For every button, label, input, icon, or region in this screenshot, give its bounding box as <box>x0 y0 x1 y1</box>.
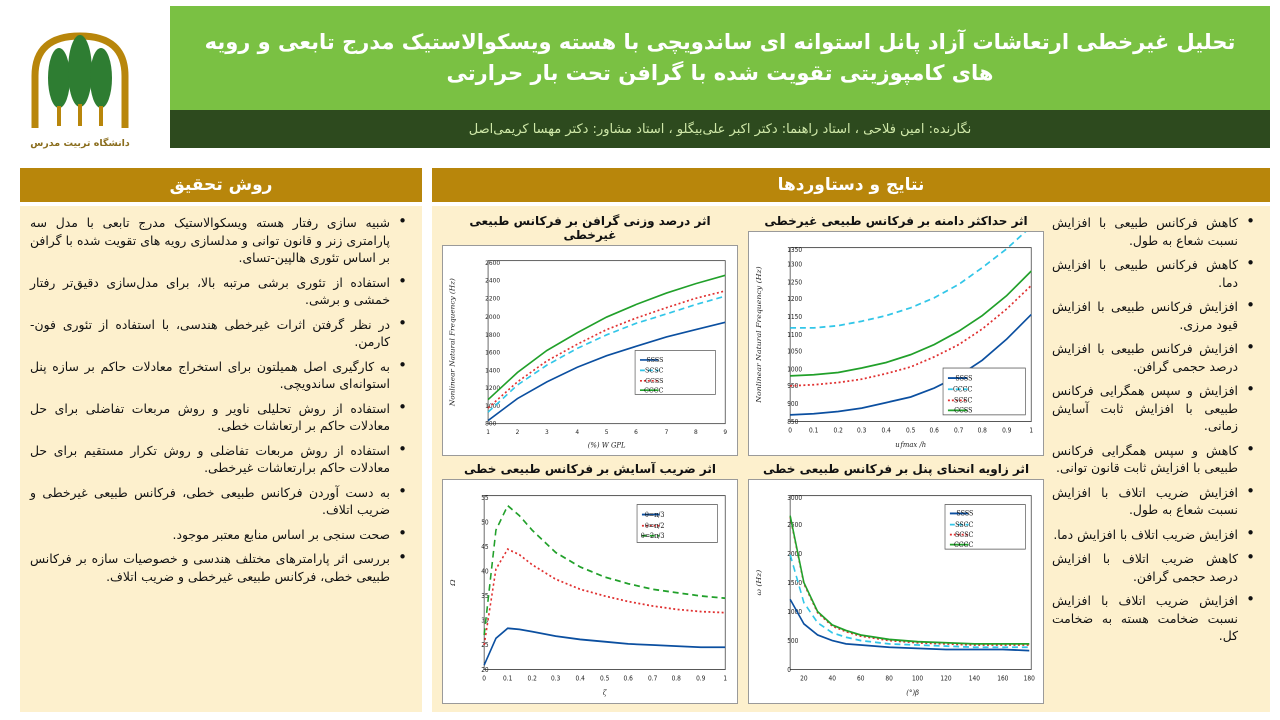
svg-text:θ=π/3: θ=π/3 <box>644 510 665 519</box>
svg-text:2500: 2500 <box>787 521 803 529</box>
svg-text:850: 850 <box>787 418 799 426</box>
svg-text:500: 500 <box>787 637 799 645</box>
svg-text:6: 6 <box>634 428 638 437</box>
svg-text:2200: 2200 <box>485 295 501 303</box>
svg-text:800: 800 <box>485 420 497 428</box>
svg-text:0.5: 0.5 <box>600 675 610 683</box>
svg-text:1300: 1300 <box>787 261 803 269</box>
results-bullet-list <box>1052 214 1260 704</box>
list-item: • کاهش فرکانس طبیعی با افزایش دما. <box>1052 256 1242 291</box>
method-panel <box>20 206 422 712</box>
method-section-title: روش تحقیق <box>20 168 422 202</box>
svg-text:1400: 1400 <box>485 367 501 375</box>
svg-text:1600: 1600 <box>485 349 501 357</box>
chart-title-graphene: اثر درصد وزنی گرافن بر فرکانس طبیعی غیرخطی <box>469 214 711 242</box>
svg-text:950: 950 <box>787 382 799 391</box>
svg-text:1800: 1800 <box>485 331 501 339</box>
results-section-title: نتایج و دستاوردها <box>432 168 1270 202</box>
svg-text:Ω: Ω <box>448 579 457 586</box>
svg-text:0.7: 0.7 <box>954 427 964 435</box>
list-item: • کاهش فرکانس طبیعی با افزایش نسبت شعاع به طول. <box>1052 214 1242 249</box>
svg-text:SCSC: SCSC <box>953 396 973 405</box>
svg-text:45: 45 <box>481 543 489 552</box>
svg-text:ω (Hz): ω (Hz) <box>754 569 763 596</box>
charts-grid <box>442 214 1044 704</box>
svg-text:0.4: 0.4 <box>881 427 891 435</box>
svg-text:0.5: 0.5 <box>906 427 916 435</box>
list-item: • صحت سنجی بر اساس منابع معتبر موجود. <box>30 526 394 544</box>
svg-text:SCSC: SCSC <box>645 366 664 375</box>
svg-text:120: 120 <box>940 675 952 683</box>
svg-text:0.2: 0.2 <box>833 427 843 435</box>
svg-text:1: 1 <box>486 428 490 437</box>
chart-relaxation <box>442 479 738 704</box>
list-item: • کاهش ضریب اتلاف با افزایش درصد حجمی گرافن. <box>1052 550 1242 585</box>
svg-text:0.1: 0.1 <box>809 427 819 435</box>
svg-text:SCSC: SCSC <box>954 530 974 539</box>
svg-text:60: 60 <box>856 675 865 683</box>
poster-body <box>0 160 1280 720</box>
svg-text:1350: 1350 <box>787 246 803 255</box>
svg-text:u fmax /h: u fmax /h <box>895 439 927 450</box>
svg-text:180: 180 <box>1023 675 1035 683</box>
svg-text:0.8: 0.8 <box>977 427 987 435</box>
svg-text:2400: 2400 <box>485 277 501 285</box>
list-item: • افزایش فرکانس طبیعی با افزایش درصد حجمی گرافن. <box>1052 340 1242 375</box>
chart-cell-curvature <box>748 462 1044 704</box>
svg-text:30: 30 <box>481 617 489 625</box>
svg-text:5: 5 <box>604 428 609 437</box>
svg-text:8: 8 <box>693 428 698 437</box>
chart-curvature <box>748 479 1044 704</box>
svg-text:0.3: 0.3 <box>551 675 561 683</box>
svg-text:0.9: 0.9 <box>696 675 706 683</box>
svg-text:SSSS: SSSS <box>646 355 664 365</box>
svg-text:1: 1 <box>1029 427 1034 435</box>
svg-text:1250: 1250 <box>787 279 803 287</box>
svg-text:0.8: 0.8 <box>671 675 681 683</box>
svg-text:2: 2 <box>515 428 520 437</box>
list-item: • در نظر گرفتن اثرات غیرخطی هندسی، با استفاده از تئوری فون-کارمن. <box>30 316 394 351</box>
list-item: • افزایش ضریب اتلاف با افزایش دما. <box>1052 526 1242 544</box>
header-text-block <box>160 0 1280 160</box>
svg-text:1: 1 <box>723 675 728 683</box>
svg-text:0: 0 <box>788 427 793 435</box>
svg-text:0.1: 0.1 <box>503 675 513 683</box>
list-item: • افزایش فرکانس طبیعی با افزایش قیود مرزی. <box>1052 298 1242 333</box>
svg-text:CCSS: CCSS <box>645 376 664 385</box>
svg-text:0.4: 0.4 <box>575 675 585 683</box>
chart-cell-graphene <box>442 214 738 456</box>
list-item: • به کارگیری اصل همیلتون برای استخراج معادلات حاکم بر سازه پنل استوانه‌ای ساندویچی. <box>30 358 394 393</box>
svg-text:0.6: 0.6 <box>929 427 939 435</box>
svg-text:0.3: 0.3 <box>857 427 867 435</box>
chart-graphene <box>442 245 738 456</box>
svg-text:9: 9 <box>723 428 728 437</box>
university-logo-block <box>0 0 160 160</box>
list-item: • افزایش ضریب اتلاف با افزایش نسبت ضخامت هسته به ضخامت کل. <box>1052 592 1242 645</box>
svg-text:1100: 1100 <box>787 331 803 339</box>
svg-text:35: 35 <box>481 592 489 601</box>
svg-text:2000: 2000 <box>787 550 803 558</box>
svg-text:4: 4 <box>575 428 580 437</box>
svg-text:40: 40 <box>481 568 489 576</box>
list-item: • شبیه سازی رفتار هسته ویسکوالاستیک مدرج تابعی با مدل سه پارامتری زنر و قانون توانی و مدلسازی رویه های تقویت شده با گرافن بر اساس تئوری هالپین-تسای. <box>30 214 394 267</box>
svg-text:900: 900 <box>787 400 799 409</box>
svg-text:100: 100 <box>911 675 924 683</box>
results-column <box>432 168 1270 712</box>
svg-text:CCSS: CCSS <box>954 406 973 415</box>
svg-text:0.7: 0.7 <box>648 675 658 683</box>
chart-title-curvature: اثر زاویه انحنای پنل بر فرکانس طبیعی خطی <box>762 462 1030 476</box>
svg-text:CCCC: CCCC <box>644 386 664 395</box>
method-column <box>20 168 422 712</box>
svg-text:0: 0 <box>482 675 487 683</box>
chart-title-amplitude: اثر حداکثر دامنه بر فرکانس طبیعی غیرخطی <box>764 214 1028 228</box>
svg-text:1150: 1150 <box>787 313 803 322</box>
university-tree-logo-icon <box>15 16 145 136</box>
svg-text:SSSS: SSSS <box>955 373 973 383</box>
svg-text:CCCC: CCCC <box>953 540 974 550</box>
svg-text:Nonlinear Natural Frequency (H: Nonlinear Natural Frequency (Hz) <box>447 278 457 407</box>
svg-text:2000: 2000 <box>485 313 501 322</box>
svg-text:ζ: ζ <box>602 687 607 698</box>
svg-text:0.9: 0.9 <box>1002 427 1012 435</box>
chart-cell-amplitude <box>748 214 1044 456</box>
svg-text:W GPL (%): W GPL (%) <box>587 440 626 450</box>
svg-text:80: 80 <box>885 675 893 683</box>
svg-text:55: 55 <box>481 494 489 503</box>
results-panel <box>432 206 1270 712</box>
svg-text:1000: 1000 <box>485 402 501 411</box>
svg-text:3: 3 <box>545 428 549 437</box>
list-item: • استفاده از روش تحلیلی ناویر و روش مربعات تفاضلی برای حل معادلات حاکم بر ارتعاشات خطی. <box>30 400 394 435</box>
svg-text:1200: 1200 <box>787 295 803 304</box>
chart-title-relaxation: اثر ضریب آسایش بر فرکانس طبیعی خطی <box>463 462 717 476</box>
svg-text:160: 160 <box>997 675 1009 683</box>
svg-text:0.2: 0.2 <box>527 675 537 683</box>
svg-text:SSCC: SSCC <box>955 520 974 529</box>
svg-text:40: 40 <box>828 675 837 683</box>
svg-text:0.6: 0.6 <box>623 675 633 683</box>
svg-text:20: 20 <box>481 666 489 674</box>
svg-text:θ=2π/3: θ=2π/3 <box>640 531 665 541</box>
svg-text:β(°): β(°) <box>906 687 920 698</box>
svg-text:1050: 1050 <box>787 348 803 356</box>
svg-text:25: 25 <box>481 641 489 650</box>
svg-text:SSSS: SSSS <box>956 509 974 518</box>
svg-text:50: 50 <box>481 519 489 527</box>
poster-header <box>0 0 1280 160</box>
svg-text:Nonlinear Natural Frequency (H: Nonlinear Natural Frequency (Hz) <box>754 266 763 403</box>
list-item: • استفاده از روش مربعات تفاضلی و روش تکرار مستقیم برای حل معادلات حاکم برارتعاشات غیرخطی. <box>30 442 394 477</box>
svg-text:2600: 2600 <box>485 259 501 267</box>
method-bullet-list <box>30 214 412 585</box>
list-item: • استفاده از تئوری برشی مرتبه بالا، برای مدل‌سازی دقیق‌تر رفتار خمشی و برشی. <box>30 274 394 309</box>
svg-text:1000: 1000 <box>787 608 803 616</box>
svg-text:CCCC: CCCC <box>952 385 973 394</box>
chart-amplitude <box>748 231 1044 456</box>
list-item: • افزایش و سپس همگرایی فرکانس طبیعی با افزایش ثابت آسایش زمانی. <box>1052 382 1242 435</box>
list-item: • بررسی اثر پارامترهای مختلف هندسی و خصوصیات سازه بر فرکانس طبیعی خطی، فرکانس طبیعی غیرخطی و ضریب اتلاف. <box>30 550 394 585</box>
svg-text:1200: 1200 <box>485 385 501 393</box>
svg-text:θ=π/2: θ=π/2 <box>644 521 665 531</box>
svg-text:0: 0 <box>787 666 791 674</box>
list-item: • کاهش و سپس همگرایی فرکانس طبیعی با افزایش ثابت قانون توانی. <box>1052 442 1242 477</box>
svg-text:140: 140 <box>968 675 981 683</box>
chart-cell-relaxation <box>442 462 738 704</box>
list-item: • افزایش ضریب اتلاف با افزایش نسبت شعاع به طول. <box>1052 484 1242 519</box>
logo-caption: دانشگاه تربیت مدرس <box>30 137 130 149</box>
svg-text:1000: 1000 <box>787 366 803 374</box>
authors-line: نگارنده: امین فلاحی ، استاد راهنما: دکتر اکبر علی‌بیگلو ، استاد مشاور: دکتر مهسا کریمی‌اصل <box>170 110 1270 148</box>
svg-text:20: 20 <box>800 675 808 683</box>
svg-text:3000: 3000 <box>787 494 803 503</box>
list-item: • به دست آوردن فرکانس طبیعی خطی، فرکانس طبیعی غیرخطی و ضریب اتلاف. <box>30 484 394 519</box>
svg-text:1500: 1500 <box>787 579 803 587</box>
svg-text:7: 7 <box>664 428 669 437</box>
page-title: تحلیل غیرخطی ارتعاشات آزاد پانل استوانه ای ساندویچی با هسته ویسکوالاستیک مدرج تابعی و رویه های کامپوزیتی تقویت شده با گرافن تحت بار حرارتی <box>170 6 1270 110</box>
